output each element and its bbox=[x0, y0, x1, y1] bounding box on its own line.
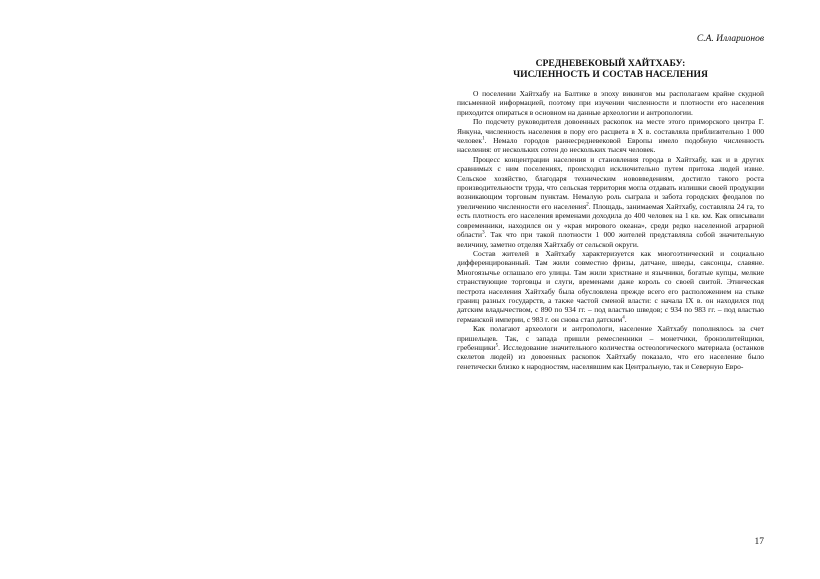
paragraph-1-text: О поселении Хайтхабу на Балтике в эпоху викингов мы располагаем крайне скудной письменной информацией, поэтому при изучении численности и плотности его населения приходится опираться в основном на данные археологии и антропологии. bbox=[457, 89, 764, 117]
title-line-1: СРЕДНЕВЕКОВЫЙ ХАЙТХАБУ: bbox=[535, 58, 686, 69]
footnote-ref-3[interactable]: 3 bbox=[482, 230, 485, 236]
title-line-2: ЧИСЛЕННОСТЬ И СОСТАВ НАСЕЛЕНИЯ bbox=[513, 69, 708, 80]
paragraph-4 bbox=[457, 249, 764, 324]
paragraph-4-text-a: Состав жителей в Хайтхабу характеризуется как многоэтнический и социально дифференцированный. Там жили совместно фризы, датчане, шведы, саксонцы, славяне. Многоязычье оглашало его улицы. Там жили христиане и язычники, богатые купцы, мелкие странствующие торговцы и слуги, временами даже король со своей свитой. Этническая пестрота населения Хайтхабу была обусловлена прежде всего его расположением на стыке границ разных государств, а также частой сменой власти: с начала IX в. он находился под датским владычеством, с 890 по 934 гг. – под властью шведов; с 934 по 983 гг. – под властью германской империи, с 983 г. он снова стал датским bbox=[457, 248, 764, 324]
paragraph-2 bbox=[457, 117, 764, 155]
footnote-ref-1[interactable]: 1 bbox=[482, 136, 485, 142]
paragraph-3-text-a: Процесс концентрации населения и становления города в Хайтхабу, как и в других сравнимых с ним поселениях, происходил исключительно путем притока людей извне. Сельское хозяйство, благодаря техническим нововведениям, достигло такого роста производительности труда, что сельская территория могла отдавать излишки своей продукции возникающим торговым пунктам. Немалую роль сыграла и забота городских феодалов по увеличению численности его населения bbox=[457, 154, 764, 211]
paragraph-5 bbox=[457, 324, 764, 371]
paragraph-2-text-b: . Немало городов раннесредневековой Европы имело подобную численность населения: от нескольких сотен до нескольких тысяч человек. bbox=[457, 136, 764, 155]
running-header-author: С.А. Илларионов bbox=[696, 34, 764, 44]
page-content bbox=[457, 34, 764, 371]
paragraph-2-text-a: По подсчету руководителя довоенных раскопок на месте этого приморского центра Г. Янкуна, численность населения в пору его расцвета в X в. составляла приблизительно 1 000 человек bbox=[457, 117, 764, 146]
paragraph-1 bbox=[457, 89, 764, 117]
page-number: 17 bbox=[754, 537, 764, 547]
paragraph-3-text-b: . Площадь, занимаемая Хайтхабу, составляла 24 га, то есть плотность его населения временами доходила до 400 человек на 1 кв. км. Как описывали современники, находился он у «края мирового океана», среди редко населенной аграрной области bbox=[457, 201, 764, 240]
footnote-ref-5[interactable]: 5 bbox=[495, 343, 499, 349]
paragraph-4-text-b: . bbox=[624, 314, 627, 324]
paragraph-5-text-a: Как полагают археологи и антропологи, население Хайтхабу пополнялось за счет пришельцев. Так, с запада пришли ремесленники – монетчики, бронзолитейщики, гребенщики bbox=[457, 324, 764, 352]
paragraph-5-text-b: . Исследование значительного количества остеологического материала (останков скелетов людей) из довоенных раскопок Хайтхабу показало, что его население было генетически близко к народностям, населявшим как Центральную, так и Северную Евро- bbox=[457, 342, 764, 371]
footnote-ref-4[interactable]: 4 bbox=[622, 315, 625, 321]
paragraph-3-text-c: . Так что при такой плотности 1 000 жителей представляла собой значительную величину, заметно отделяя Хайтхабу от сельской округи. bbox=[457, 230, 764, 249]
paragraph-3 bbox=[457, 155, 764, 249]
footnote-ref-2[interactable]: 2 bbox=[586, 202, 589, 208]
article-title bbox=[457, 58, 764, 80]
